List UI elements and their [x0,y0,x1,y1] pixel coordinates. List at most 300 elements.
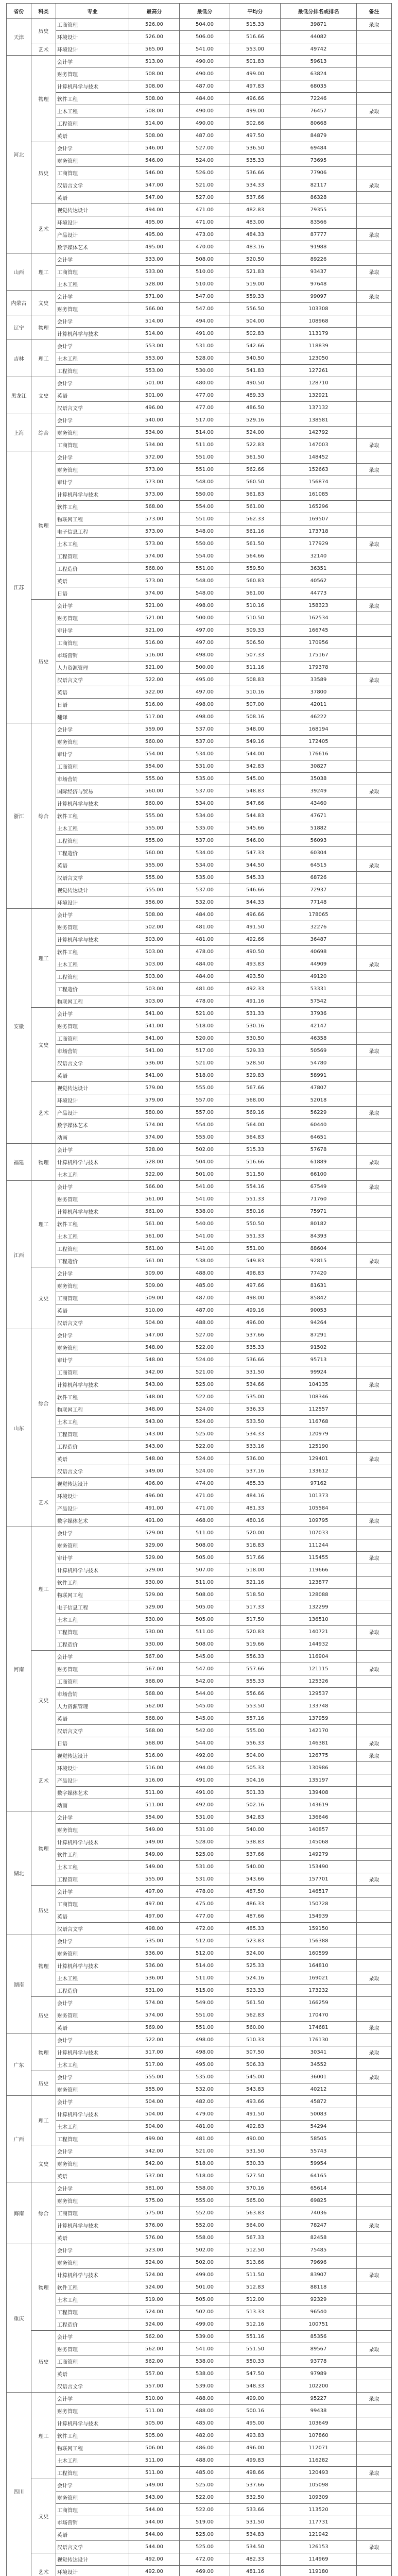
cell-note [357,427,392,439]
cell-min-score: 511.00 [180,1972,230,1985]
cell-rank: 126775 [281,1750,357,1762]
header-province: 省份 [7,4,31,19]
table-row [7,1008,392,1020]
table-row [7,1614,392,1626]
cell-avg-score: 521.83 [230,266,281,278]
table-row [7,773,392,785]
cell-note [357,1366,392,1379]
table-row [7,179,392,192]
cell-min-score: 548.00 [180,526,230,538]
cell-note [357,983,392,995]
cell-rank: 138581 [281,414,357,427]
cell-major: 电子信息工程 [56,526,129,538]
cell-max-score: 568.00 [129,501,180,513]
cell-max-score: 568.00 [129,1713,180,1725]
table-row [7,2182,392,2195]
table-row [7,2467,392,2479]
cell-major: 计算机科学与技术 [56,1206,129,1218]
cell-major: 土木工程 [56,958,129,971]
cell-major: 软件工程 [56,1391,129,1403]
cell-max-score: 517.00 [129,2046,180,2059]
cell-min-score: 512.00 [180,1947,230,1960]
cell-rank: 80668 [281,117,357,130]
cell-min-score: 551.00 [180,464,230,476]
cell-note: 录取 [357,1626,392,1638]
cell-rank: 39871 [281,19,357,31]
cell-major: 工商管理 [56,167,129,179]
cell-province: 江西 [7,1181,31,1329]
cell-avg-score: 483.16 [230,241,281,253]
cell-rank: 42147 [281,1020,357,1032]
cell-avg-score: 498.83 [230,1267,281,1280]
cell-major: 会计学 [56,2182,129,2195]
cell-avg-score: 550.50 [230,1218,281,1230]
cell-min-score: 495.00 [180,674,230,686]
cell-rank: 100751 [281,2318,357,2331]
cell-min-score: 541.00 [180,2343,230,2355]
cell-rank: 168194 [281,723,357,736]
table-row [7,748,392,760]
cell-avg-score: 499.16 [230,1304,281,1317]
table-row [7,2257,392,2269]
cell-major: 财务管理 [56,1193,129,1206]
cell-min-score: 478.00 [180,946,230,958]
cell-major: 工程造价 [56,847,129,859]
cell-max-score: 541.00 [129,1008,180,1020]
cell-note [357,1243,392,1255]
cell-avg-score: 544.83 [230,810,281,822]
cell-max-score: 561.00 [129,1206,180,1218]
cell-rank: 177929 [281,538,357,550]
cell-major: 土木工程 [56,1614,129,1626]
cell-rank: 93778 [281,2355,357,2368]
cell-min-score: 490.00 [180,68,230,80]
table-row [7,1638,392,1651]
cell-note [357,2059,392,2071]
cell-major: 会计学 [56,315,129,328]
cell-avg-score: 499.83 [230,2454,281,2467]
cell-rank: 87777 [281,229,357,241]
cell-avg-score: 535.00 [230,1391,281,1403]
table-row [7,253,392,266]
cell-avg-score: 550.33 [230,2355,281,2368]
cell-note [357,2182,392,2195]
cell-avg-score: 491.50 [230,2108,281,2121]
table-row [7,1292,392,1304]
cell-note: 录取 [357,2022,392,2034]
cell-major: 环境设计 [56,43,129,56]
cell-major: 英语 [56,2170,129,2182]
cell-rank: 160599 [281,1947,357,1960]
cell-major: 计算机科学与技术 [56,328,129,340]
cell-note [357,68,392,80]
cell-max-score: 524.00 [129,2306,180,2318]
table-row [7,1688,392,1700]
cell-major: 视觉传达设计 [56,1082,129,1094]
table-row [7,1453,392,1465]
cell-max-score: 574.00 [129,550,180,563]
table-row [7,1057,392,1070]
cell-avg-score: 518.83 [230,1539,281,1552]
cell-max-score: 568.00 [129,1675,180,1688]
cell-rank: 107860 [281,2430,357,2442]
cell-avg-score: 496.66 [230,93,281,105]
cell-note: 录取 [357,179,392,192]
cell-rank: 109795 [281,1515,357,1527]
cell-avg-score: 557.66 [230,1663,281,1675]
cell-avg-score: 508.16 [230,711,281,723]
cell-avg-score: 511.50 [230,2269,281,2281]
cell-note: 录取 [357,464,392,476]
cell-note [357,2306,392,2318]
cell-max-score: 499.00 [129,2133,180,2145]
cell-avg-score: 513.33 [230,2306,281,2318]
cell-min-score: 474.00 [180,1478,230,1490]
cell-avg-score: 499.00 [230,68,281,80]
table-row [7,31,392,43]
cell-note [357,278,392,291]
cell-note: 录取 [357,2071,392,2083]
cell-min-score: 517.00 [180,1045,230,1057]
cell-note [357,822,392,835]
cell-major: 会计学 [56,2071,129,2083]
cell-min-score: 534.00 [180,748,230,760]
cell-note [357,2108,392,2121]
cell-max-score: 504.00 [129,1317,180,1329]
table-row [7,2529,392,2541]
cell-min-score: 537.00 [180,736,230,748]
table-row [7,2034,392,2046]
table-row [7,2393,392,2405]
cell-major: 汉语言文学 [56,1725,129,1737]
cell-max-score: 540.00 [129,414,180,427]
cell-max-score: 554.00 [129,748,180,760]
cell-note [357,2380,392,2393]
cell-avg-score: 561.00 [230,587,281,600]
cell-avg-score: 529.33 [230,1045,281,1057]
cell-note [357,377,392,389]
cell-major: 计算机科学与技术 [56,1156,129,1168]
cell-avg-score: 561.00 [230,501,281,513]
cell-min-score: 522.00 [180,1342,230,1354]
cell-max-score: 555.00 [129,822,180,835]
cell-major: 数字媒体艺术 [56,1787,129,1799]
cell-max-score: 492.00 [129,2566,180,2576]
cell-max-score: 528.00 [129,278,180,291]
cell-max-score: 561.00 [129,1218,180,1230]
cell-major: 工商管理 [56,266,129,278]
cell-major: 数字媒体艺术 [56,241,129,253]
cell-min-score: 505.00 [180,2294,230,2306]
cell-min-score: 478.00 [180,995,230,1008]
cell-max-score: 529.00 [129,1527,180,1539]
cell-rank: 112557 [281,1403,357,1416]
cell-major: 环境设计 [56,2566,129,2576]
table-row [7,2331,392,2343]
cell-note: 录取 [357,785,392,798]
cell-max-score: 543.00 [129,1379,180,1391]
cell-rank: 116904 [281,1651,357,1663]
cell-note [357,2294,392,2306]
cell-kind: 艺术 [31,1082,56,1144]
cell-major: 财务管理 [56,2405,129,2417]
table-row [7,1935,392,1947]
cell-avg-score: 545.00 [230,773,281,785]
cell-min-score: 481.00 [180,934,230,946]
cell-min-score: 508.00 [180,253,230,266]
cell-max-score: 546.00 [129,155,180,167]
cell-major: 产品设计 [56,1502,129,1515]
cell-max-score: 567.00 [129,1663,180,1675]
cell-major: 工程造价 [56,1638,129,1651]
cell-major: 英语 [56,575,129,587]
cell-avg-score: 517.50 [230,1614,281,1626]
cell-kind: 综合 [31,414,56,451]
cell-note [357,43,392,56]
cell-rank: 109309 [281,2492,357,2504]
cell-rank: 159150 [281,1923,357,1935]
cell-note [357,1688,392,1700]
cell-max-score: 568.00 [129,1737,180,1750]
cell-avg-score: 548.00 [230,723,281,736]
cell-major: 汉语言文学 [56,2541,129,2553]
cell-max-score: 521.00 [129,612,180,624]
cell-rank: 34552 [281,2059,357,2071]
cell-note [357,2009,392,2022]
cell-note [357,2318,392,2331]
cell-avg-score: 493.66 [230,2096,281,2108]
cell-min-score: 488.00 [180,2454,230,2467]
cell-kind: 理工 [31,340,56,377]
cell-avg-score: 497.50 [230,130,281,142]
cell-min-score: 542.00 [180,1725,230,1737]
cell-avg-score: 507.00 [230,699,281,711]
cell-major: 会计学 [56,1267,129,1280]
cell-min-score: 525.00 [180,1379,230,1391]
cell-major: 工程管理 [56,365,129,377]
cell-note [357,2504,392,2516]
cell-max-score: 497.00 [129,1898,180,1910]
cell-min-score: 495.00 [180,2059,230,2071]
cell-max-score: 546.00 [129,142,180,155]
cell-min-score: 528.00 [180,1836,230,1849]
cell-note [357,736,392,748]
cell-note [357,1280,392,1292]
cell-max-score: 574.00 [129,1131,180,1144]
cell-major: 工程造价 [56,2318,129,2331]
cell-note: 录取 [357,2541,392,2553]
cell-max-score: 508.00 [129,80,180,93]
cell-min-score: 499.00 [180,2269,230,2281]
cell-min-score: 477.00 [180,389,230,402]
cell-max-score: 559.00 [129,723,180,736]
cell-avg-score: 515.33 [230,19,281,31]
cell-min-score: 538.00 [180,1206,230,1218]
cell-note [357,1799,392,1811]
cell-rank: 174681 [281,2022,357,2034]
cell-avg-score: 554.16 [230,1181,281,1193]
cell-min-score: 518.00 [180,2158,230,2170]
cell-max-score: 497.00 [129,1886,180,1898]
table-row [7,1094,392,1107]
cell-max-score: 536.00 [129,1972,180,1985]
cell-avg-score: 484.16 [230,1490,281,1502]
table-row [7,1478,392,1490]
cell-min-score: 552.00 [180,2219,230,2232]
table-row [7,68,392,80]
cell-note [357,624,392,637]
cell-avg-score: 524.00 [230,427,281,439]
cell-rank: 96540 [281,2306,357,2318]
cell-min-score: 531.00 [180,760,230,773]
table-row [7,278,392,291]
cell-max-score: 572.00 [129,451,180,464]
cell-major: 英语 [56,192,129,204]
cell-major: 工程造价 [56,1440,129,1453]
table-row [7,105,392,117]
cell-major: 工商管理 [56,2504,129,2516]
cell-note [357,2257,392,2269]
cell-rank: 53331 [281,983,357,995]
cell-rank: 178065 [281,909,357,921]
cell-max-score: 509.00 [129,1292,180,1304]
cell-min-score: 494.00 [180,1762,230,1774]
table-row [7,2281,392,2294]
cell-rank: 72937 [281,884,357,896]
cell-avg-score: 536.66 [230,1354,281,1366]
cell-note [357,340,392,352]
cell-avg-score: 560.50 [230,476,281,488]
cell-min-score: 502.00 [180,1144,230,1156]
cell-avg-score: 546.00 [230,835,281,847]
cell-major: 会计学 [56,1935,129,1947]
cell-max-score: 555.00 [129,859,180,872]
cell-avg-score: 536.50 [230,142,281,155]
cell-max-score: 516.00 [129,637,180,649]
cell-province: 上海 [7,414,31,451]
cell-avg-score: 533.66 [230,2504,281,2516]
cell-rank: 52018 [281,1094,357,1107]
table-row [7,1787,392,1799]
cell-rank: 36351 [281,563,357,575]
cell-max-score: 494.00 [129,204,180,216]
cell-major: 视觉传达设计 [56,1478,129,1490]
cell-kind: 理工 [31,1527,56,1651]
table-row [7,1737,392,1750]
cell-major: 会计学 [56,1144,129,1156]
cell-max-score: 511.00 [129,2467,180,2479]
cell-major: 计算机科学与技术 [56,1564,129,1577]
cell-major: 财务管理 [56,1663,129,1675]
cell-note [357,1539,392,1552]
cell-rank: 68726 [281,872,357,884]
cell-rank: 88118 [281,2281,357,2294]
cell-avg-score: 533.50 [230,1416,281,1428]
cell-avg-score: 528.50 [230,1057,281,1070]
cell-min-score: 532.00 [180,896,230,909]
cell-min-score: 511.00 [180,439,230,451]
cell-province: 湖北 [7,1811,31,1935]
cell-min-score: 521.00 [180,1008,230,1020]
cell-max-score: 524.00 [129,2281,180,2294]
cell-avg-score: 499.00 [230,105,281,117]
cell-min-score: 537.00 [180,785,230,798]
cell-major: 产品设计 [56,1774,129,1787]
cell-major: 汉语言文学 [56,1057,129,1070]
cell-major: 土木工程 [56,1168,129,1181]
cell-rank: 89226 [281,253,357,266]
cell-avg-score: 518.00 [230,1564,281,1577]
cell-min-score: 522.00 [180,2492,230,2504]
cell-major: 市场营销 [56,1688,129,1700]
cell-min-score: 551.00 [180,2009,230,2022]
cell-province: 广东 [7,2034,31,2096]
cell-max-score: 576.00 [129,2219,180,2232]
cell-note [357,241,392,253]
table-row [7,2244,392,2257]
cell-rank: 157701 [281,1873,357,1886]
cell-max-score: 510.00 [129,2393,180,2405]
cell-note: 录取 [357,229,392,241]
cell-rank: 113520 [281,2504,357,2516]
cell-major: 汉语言文学 [56,674,129,686]
table-row [7,612,392,624]
cell-min-score: 501.00 [180,2281,230,2294]
table-row [7,2022,392,2034]
table-row [7,1960,392,1972]
table-row [7,303,392,315]
cell-note [357,587,392,600]
table-row [7,2009,392,2022]
table-row [7,389,392,402]
cell-avg-score: 511.50 [230,1168,281,1181]
cell-avg-score: 483.00 [230,216,281,229]
cell-min-score: 472.00 [180,1923,230,1935]
cell-rank: 161085 [281,488,357,501]
cell-major: 汉语言文学 [56,872,129,884]
cell-major: 工程管理 [56,1243,129,1255]
cell-note [357,130,392,142]
cell-note [357,835,392,847]
cell-kind: 物理 [31,451,56,600]
cell-min-score: 488.00 [180,1267,230,1280]
cell-rank: 46358 [281,1032,357,1045]
cell-max-score: 504.00 [129,2121,180,2133]
cell-max-score: 561.00 [129,1243,180,1255]
header-max-score: 最高分 [129,4,180,19]
cell-max-score: 495.00 [129,216,180,229]
cell-note [357,1947,392,1960]
cell-major: 工程管理 [56,2306,129,2318]
header-rank: 最低分排名或排名 [281,4,357,19]
cell-note [357,637,392,649]
cell-max-score: 547.00 [129,192,180,204]
cell-note [357,575,392,587]
cell-note [357,662,392,674]
cell-major: 市场营销 [56,2516,129,2529]
cell-rank: 112071 [281,2442,357,2454]
cell-major: 会计学 [56,2096,129,2108]
cell-avg-score: 540.00 [230,1861,281,1873]
table-row [7,526,392,538]
cell-note [357,810,392,822]
cell-min-score: 532.00 [180,2083,230,2096]
cell-note [357,1527,392,1539]
cell-max-score: 509.00 [129,1267,180,1280]
cell-max-score: 534.00 [129,427,180,439]
cell-avg-score: 516.66 [230,31,281,43]
cell-rank: 125326 [281,1675,357,1688]
